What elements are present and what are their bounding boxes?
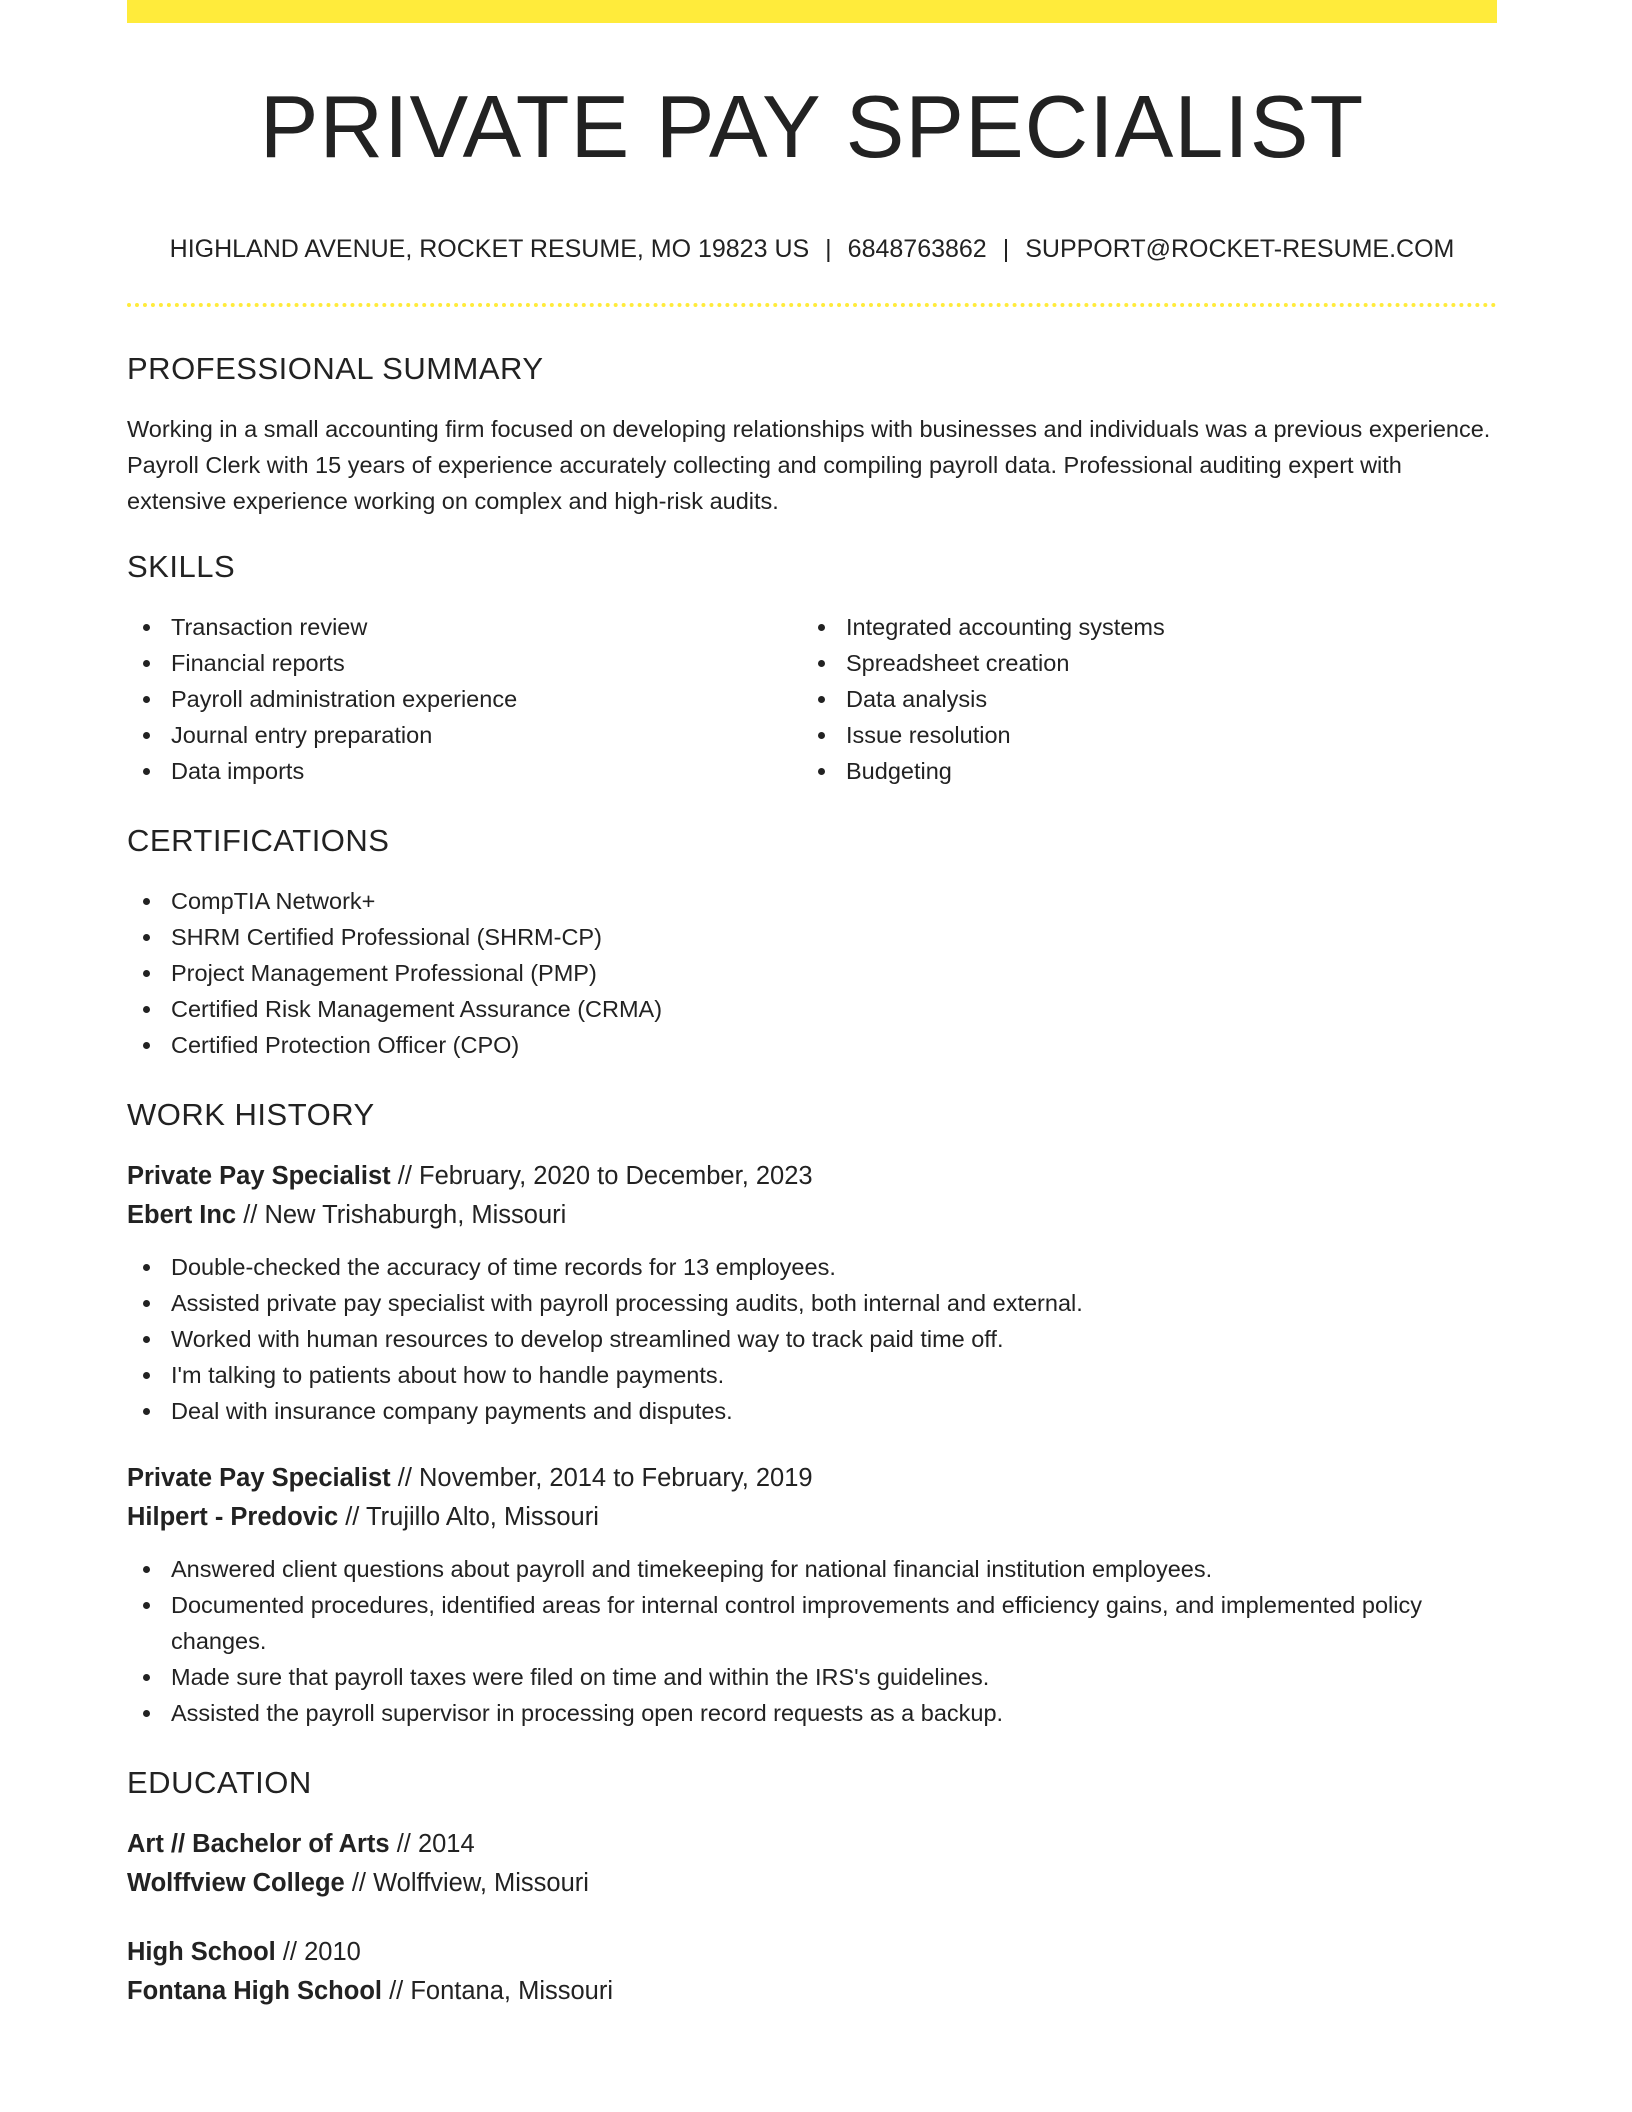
skills-grid [127,609,1497,789]
job-role: Private Pay Specialist [127,1162,391,1190]
job-entry [127,1157,1497,1429]
skill-item: Budgeting [802,753,1477,789]
education-degree: Art // Bachelor of Arts [127,1830,390,1858]
job-company: Ebert Inc [127,1201,237,1229]
skill-item: Data analysis [802,681,1477,717]
job-title-line [127,1459,1497,1498]
skill-item: Financial reports [127,645,802,681]
job-role: Private Pay Specialist [127,1464,391,1492]
job-duty: Double-checked the accuracy of time records for 13 employees. [127,1249,1497,1285]
education-entry [127,1933,1497,2011]
certification-item: Project Management Professional (PMP) [127,955,1497,991]
certification-item: SHRM Certified Professional (SHRM-CP) [127,919,1497,955]
education-entry [127,1825,1497,1903]
contact-line [127,234,1497,264]
job-location: // Trujillo Alto, Missouri [338,1503,599,1531]
job-company-line [127,1498,1497,1537]
contact-address: HIGHLAND AVENUE, ROCKET RESUME, MO 19823 US [169,235,810,263]
education-degree-line [127,1933,1497,1972]
job-duty: Assisted the payroll supervisor in processing open record requests as a backup. [127,1695,1497,1731]
education-degree: High School [127,1938,276,1966]
education-year: // 2010 [275,1938,361,1966]
resume-page [127,0,1497,2011]
education-school: Wolffview College [127,1869,345,1897]
job-duty: Assisted private pay specialist with payroll processing audits, both internal and external. [127,1285,1497,1321]
job-company-line [127,1196,1497,1235]
certification-item: Certified Protection Officer (CPO) [127,1027,1497,1063]
job-duties-list [127,1249,1497,1429]
education-heading: EDUCATION [127,1765,312,1800]
skill-item: Integrated accounting systems [802,609,1477,645]
job-duty: Answered client questions about payroll and timekeeping for national financial institution employees. [127,1551,1497,1587]
skill-item: Payroll administration experience [127,681,802,717]
work-history-heading: WORK HISTORY [127,1097,375,1132]
job-duty: Worked with human resources to develop streamlined way to track paid time off. [127,1321,1497,1357]
education-location: // Fontana, Missouri [382,1977,614,2005]
education-school-line [127,1864,1497,1903]
education-location: // Wolffview, Missouri [344,1869,589,1897]
skill-item: Journal entry preparation [127,717,802,753]
job-duty: Documented procedures, identified areas for internal control improvements and efficiency gains, and implemented policy changes. [127,1587,1497,1659]
education-year: // 2014 [389,1830,475,1858]
job-dates: // February, 2020 to December, 2023 [390,1162,813,1190]
education-degree-line [127,1825,1497,1864]
skills-right-list [802,609,1477,789]
job-duty: Made sure that payroll taxes were filed on time and within the IRS's guidelines. [127,1659,1497,1695]
contact-email: SUPPORT@ROCKET-RESUME.COM [1025,235,1455,263]
certification-item: Certified Risk Management Assurance (CRMA) [127,991,1497,1027]
job-dates: // November, 2014 to February, 2019 [390,1464,813,1492]
certification-item: CompTIA Network+ [127,883,1497,919]
education-school-line [127,1972,1497,2011]
certifications-heading: CERTIFICATIONS [127,823,390,858]
summary-heading: PROFESSIONAL SUMMARY [127,351,544,386]
education-school: Fontana High School [127,1977,382,2005]
job-company: Hilpert - Predovic [127,1503,339,1531]
skill-item: Transaction review [127,609,802,645]
skill-item: Spreadsheet creation [802,645,1477,681]
job-duties-list [127,1551,1497,1731]
contact-phone: 6848763862 [847,235,987,263]
job-duty: I'm talking to patients about how to handle payments. [127,1357,1497,1393]
skill-item: Data imports [127,753,802,789]
job-title-line [127,1157,1497,1196]
skill-item: Issue resolution [802,717,1477,753]
job-duty: Deal with insurance company payments and disputes. [127,1393,1497,1429]
accent-bar [127,0,1497,23]
contact-separator: | [825,235,832,263]
certifications-list [127,883,1497,1063]
job-entry [127,1459,1497,1731]
summary-text: Working in a small accounting firm focused on developing relationships with businesses and individuals was a previous experience. Payroll Clerk with 15 years of experience accurately collecting and compiling payroll data. Professional auditing expert with extensive experience working on complex and high-risk audits. [127,416,1491,514]
contact-separator: | [1002,235,1010,263]
job-location: // New Trishaburgh, Missouri [236,1201,567,1229]
dotted-divider [127,303,1497,307]
skills-left-list [127,609,802,789]
resume-name: PRIVATE PAY SPECIALIST [259,77,1365,176]
skills-heading: SKILLS [127,549,236,584]
